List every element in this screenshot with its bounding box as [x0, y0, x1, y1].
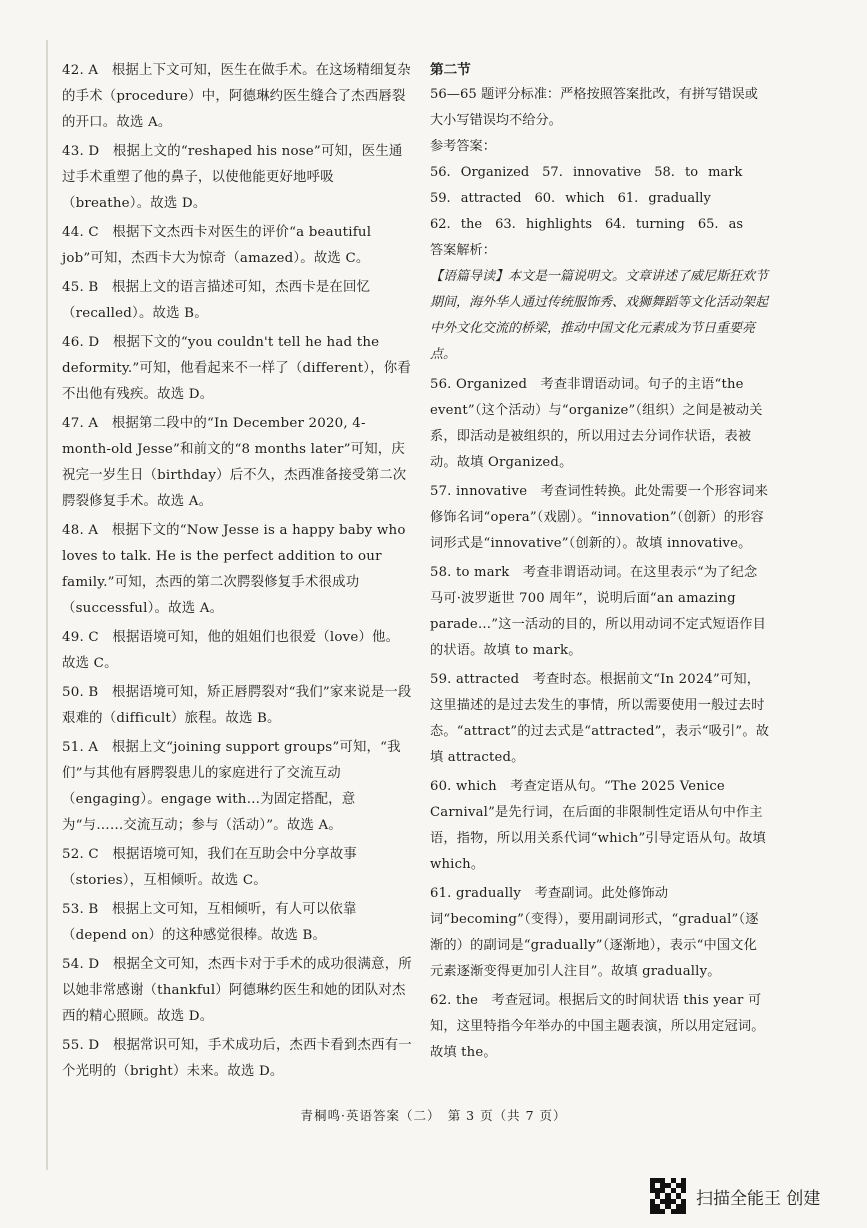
answer-line-1: 56. Organized 57. innovative 58. to mark: [430, 165, 743, 180]
answer-item-61: 61. gradually 考查副词。此处修饰动词“becoming”（变得），要用副词形式，“gradual”（逐渐的）的副词是“gradually”（逐渐地），表示“中国文化元素逐渐变得更加引人注目”。故填 gradually。: [430, 886, 759, 979]
answer-item-54: 54. D 根据全文可知，杰西卡对于手术的成功很满意，所以她非常感谢（thankful）阿德琳约医生和她的团队对杰西的精心照顾。故选 D。: [62, 957, 412, 1024]
answer-line-3: 62. the 63. highlights 64. turning 65. as: [430, 217, 744, 232]
section-title: 第二节: [430, 62, 471, 78]
scanner-watermark: [650, 1176, 860, 1216]
answer-item-58: 58. to mark 考查非谓语动词。在这里表示“为了纪念马可·波罗逝世 700 周年”，说明后面“an amazing parade…”这一活动的目的，所以用动词不定式短语作目的状语。故填 to mark。: [430, 565, 766, 658]
answer-item-50: 50. B 根据语境可知，矫正唇腭裂对“我们”家来说是一段艰难的（difficult）旅程。故选 B。: [62, 685, 412, 726]
answer-item-53: 53. B 根据上文可知，互相倾听，有人可以依靠（depend on）的这种感觉很棒。故选 B。: [62, 902, 357, 943]
answer-item-42: 42. A 根据上下文可知，医生在做手术。在这场精细复杂的手术（procedure）中，阿德琳约医生缝合了杰西唇裂的开口。故选 A。: [62, 63, 411, 130]
answer-item-48: 48. A 根据下文的“Now Jesse is a happy baby who loves to talk. He is the perfect addition to our family.”可知，杰西的第二次腭裂修复手术很成功（successful）。故选 A。: [62, 523, 406, 616]
grading-criteria: 56—65 题评分标准：严格按照答案批改，有拼写错误或大小写错误均不给分。: [430, 87, 758, 128]
answer-item-55: 55. D 根据常识可知，手术成功后，杰西卡看到杰西有一个光明的（bright）未来。故选 D。: [62, 1038, 412, 1079]
answer-item-60: 60. which 考查定语从句。“The 2025 Venice Carnival”是先行词，在后面的非限制性定语从句中作主语，指物，所以用关系代词“which”引导定语从句。故填 which。: [430, 779, 766, 872]
answer-item-59: 59. attracted 考查时态。根据前文“In 2024”可知，这里描述的是过去发生的事情，所以需要使用一般过去时态。“attract”的过去式是“attracted”，表示“吸引”。故填 attracted。: [430, 672, 770, 765]
right-column: [430, 58, 770, 1069]
qr-code-icon: [650, 1178, 686, 1214]
answer-item-56: 56. Organized 考查非谓语动词。句子的主语“the event”（这个活动）与“organize”（组织）之间是被动关系，即活动是被组织的，所以用过去分词作状语，表被动。故填 Organized。: [430, 377, 763, 470]
answer-item-44: 44. C 根据下文杰西卡对医生的评价“a beautiful job”可知，杰西卡大为惊奇（amazed）。故选 C。: [62, 225, 372, 266]
page-footer: 青桐鸣·英语答案（二） 第 3 页（共 7 页）: [300, 1108, 567, 1123]
answer-item-43: 43. D 根据上文的“reshaped his nose”可知，医生通过手术重塑了他的鼻子，以使他能更好地呼吸（breathe）。故选 D。: [62, 144, 403, 211]
answer-item-52: 52. C 根据语境可知，我们在互助会中分享故事（stories），互相倾听。故选 C。: [62, 847, 358, 888]
answer-item-46: 46. D 根据下文的“you couldn't tell he had the deformity.”可知，他看起来不一样了（different），你看不出他有残疾。故选 D。: [62, 335, 411, 402]
answer-item-57: 57. innovative 考查词性转换。此处需要一个形容词来修饰名词“opera”（戏剧）。“innovation”（创新）的形容词形式是“innovative”（创新的）。故填 innovative。: [430, 484, 769, 551]
answer-item-47: 47. A 根据第二段中的“In December 2020, 4-month-old Jesse”和前文的“8 months later”可知，庆祝完一岁生日（birthday）后不久，杰西准备接受第二次腭裂修复手术。故选 A。: [62, 416, 407, 509]
answer-line-2: 59. attracted 60. which 61. gradually: [430, 191, 711, 206]
analysis-label: 答案解析：: [430, 243, 496, 258]
answer-item-51: 51. A 根据上文“joining support groups”可知，“我们”与其他有唇腭裂患儿的家庭进行了交流互动（engaging）。engage with…为固定搭配，意为“与……交流互动；参与（活动）”。故选 A。: [62, 740, 401, 833]
scan-edge-shadow: [46, 40, 48, 1170]
answer-item-49: 49. C 根据语境可知，他的姐姐们也很爱（love）他。故选 C。: [62, 630, 400, 671]
scanner-app-label: 扫描全能王 创建: [696, 1188, 821, 1209]
passage-guide: 【语篇导读】本文是一篇说明文。文章讲述了威尼斯狂欢节期间，海外华人通过传统服饰秀、戏狮舞蹈等文化活动架起中外文化交流的桥梁，推动中国文化元素成为节日重要亮点。: [430, 269, 769, 362]
left-column: [62, 58, 412, 1088]
reference-answer-label: 参考答案：: [430, 139, 496, 154]
answer-item-45: 45. B 根据上文的语言描述可知，杰西卡是在回忆（recalled）。故选 B。: [62, 280, 371, 321]
answer-item-62: 62. the 考查冠词。根据后文的时间状语 this year 可知，这里特指今年举办的中国主题表演，所以用定冠词。故填 the。: [430, 993, 765, 1060]
